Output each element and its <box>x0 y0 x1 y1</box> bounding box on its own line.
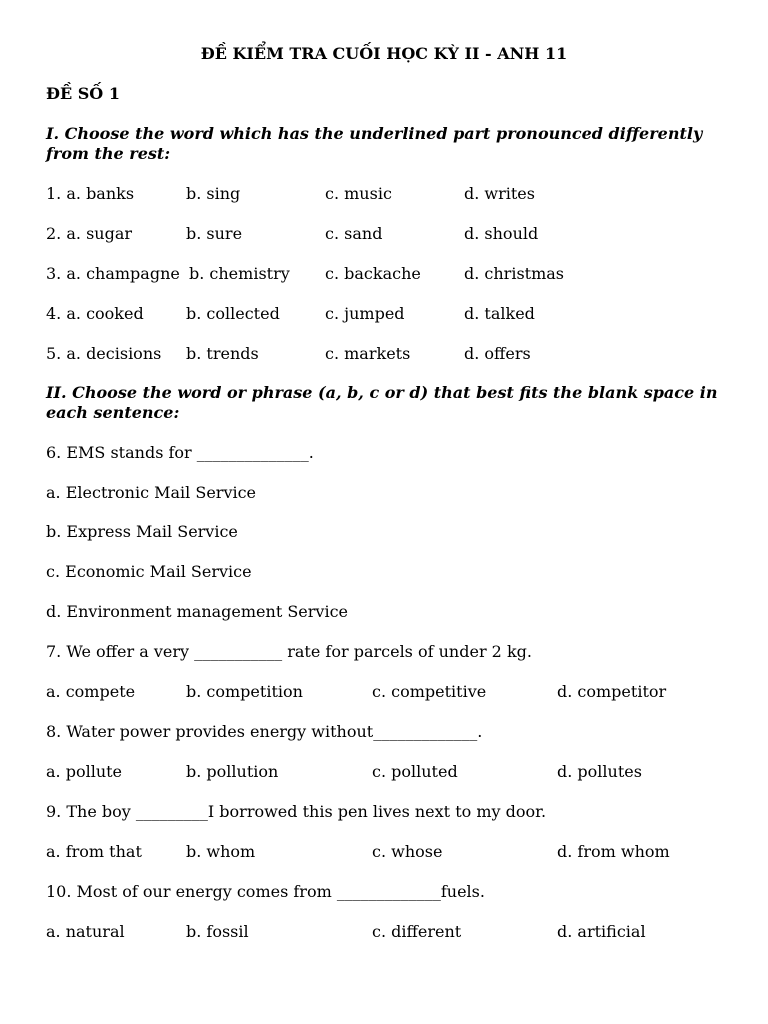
option-d: d. should <box>464 224 539 243</box>
option-b: b. fossil <box>186 922 249 941</box>
section-2-heading: II. Choose the word or phrase (a, b, c or d) that best fits the blank space in each sentence: <box>46 383 718 422</box>
option-a: 3. a. champagne <box>46 264 180 283</box>
option-b: b. whom <box>186 842 256 861</box>
option-b: b. collected <box>186 304 280 323</box>
option-d: d. writes <box>464 184 535 203</box>
question-9: 9. The boy _________I borrowed this pen lives next to my door. <box>46 802 547 821</box>
option-d: d. pollutes <box>557 762 642 781</box>
option-a: a. from that <box>46 842 142 861</box>
option-c: c. backache <box>325 264 421 283</box>
option-b: b. sing <box>186 184 241 203</box>
option-d: d. offers <box>464 344 531 363</box>
section-1-heading: I. Choose the word which has the underlined part pronounced differently from the rest: <box>46 124 703 163</box>
option-a: a. natural <box>46 922 125 941</box>
exam-number: ĐỀ SỐ 1 <box>46 84 120 103</box>
option-a: 4. a. cooked <box>46 304 144 323</box>
q6-option-c: c. Economic Mail Service <box>46 562 252 581</box>
option-a: a. compete <box>46 682 136 701</box>
option-c: c. competitive <box>372 682 487 701</box>
option-a: 5. a. decisions <box>46 344 162 363</box>
option-c: c. markets <box>325 344 411 363</box>
option-c: c. whose <box>372 842 443 861</box>
question-6: 6. EMS stands for ______________. <box>46 443 314 462</box>
option-b: b. chemistry <box>189 264 290 283</box>
page-title: ĐỀ KIỂM TRA CUỐI HỌC KỲ II - ANH 11 <box>200 44 568 63</box>
option-d: d. from whom <box>557 842 670 861</box>
option-b: b. trends <box>186 344 259 363</box>
question-10: 10. Most of our energy comes from _____________fuels. <box>46 882 485 901</box>
option-d: d. artificial <box>557 922 646 941</box>
option-a: 2. a. sugar <box>46 224 133 243</box>
option-c: c. polluted <box>372 762 458 781</box>
option-c: c. music <box>325 184 392 203</box>
option-b: b. sure <box>186 224 243 243</box>
option-c: c. different <box>372 922 462 941</box>
option-b: b. pollution <box>186 762 279 781</box>
question-7: 7. We offer a very ___________ rate for parcels of under 2 kg. <box>46 642 532 661</box>
q6-option-a: a. Electronic Mail Service <box>46 483 257 502</box>
q6-option-d: d. Environment management Service <box>46 602 348 621</box>
option-c: c. sand <box>325 224 383 243</box>
option-a: a. pollute <box>46 762 123 781</box>
option-d: d. competitor <box>557 682 667 701</box>
option-d: d. talked <box>464 304 535 323</box>
option-b: b. competition <box>186 682 303 701</box>
q6-option-b: b. Express Mail Service <box>46 522 238 541</box>
option-a: 1. a. banks <box>46 184 135 203</box>
option-c: c. jumped <box>325 304 405 323</box>
option-d: d. christmas <box>464 264 565 283</box>
question-8: 8. Water power provides energy without_____________. <box>46 722 483 741</box>
